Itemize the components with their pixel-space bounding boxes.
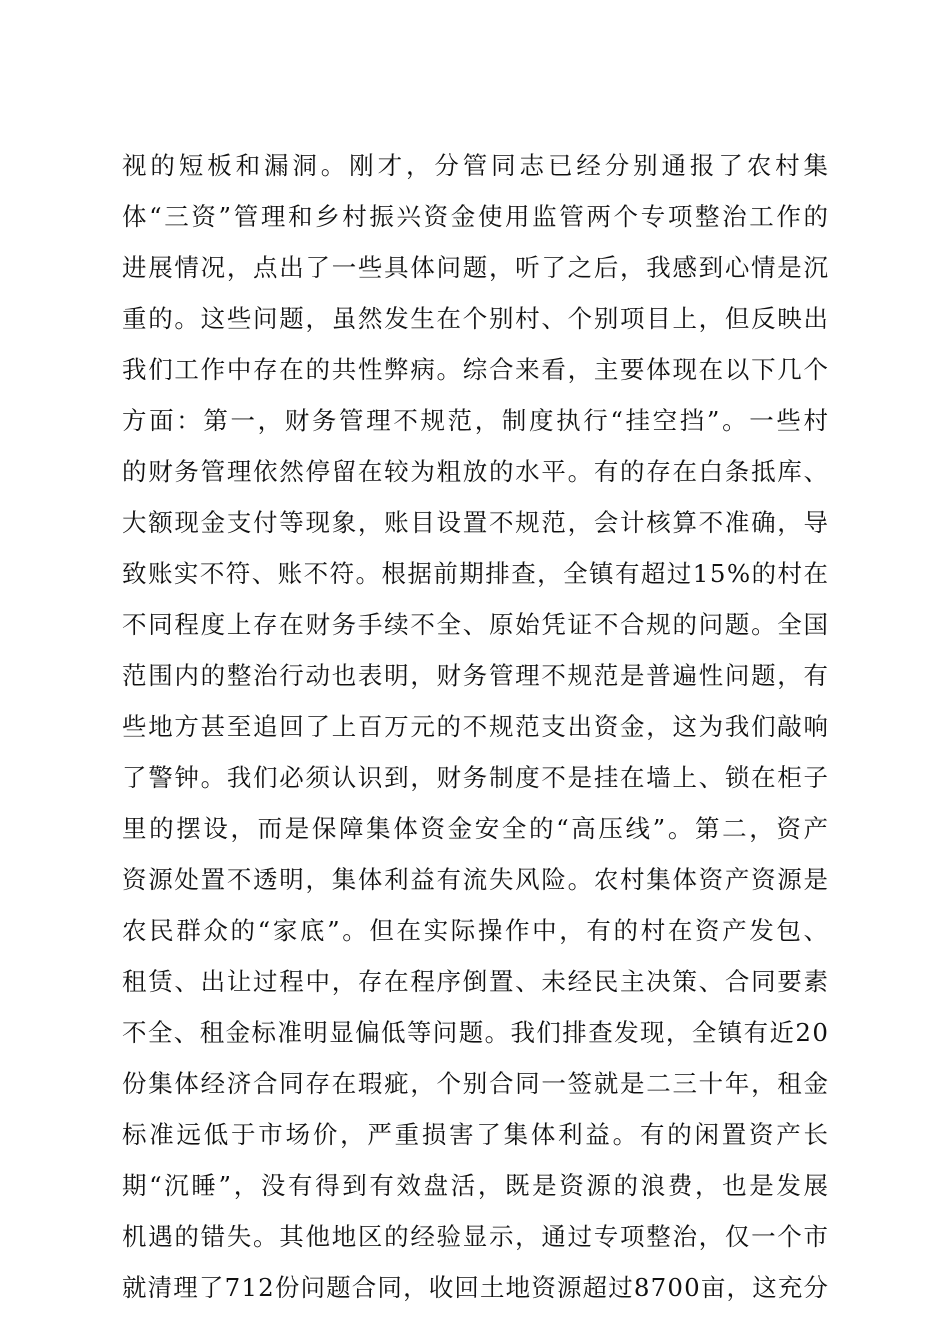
- text-line: 份集体经济合同存在瑕疵，个别合同一签就是二三十年，租金: [122, 1069, 830, 1098]
- text-line: 些地方甚至追回了上百万元的不规范支出资金，这为我们敲响: [122, 712, 830, 741]
- text-line: 的财务管理依然停留在较为粗放的水平。有的存在白条抵库、: [122, 457, 830, 486]
- text-line: 体“三资”管理和乡村振兴资金使用监管两个专项整治工作的: [122, 202, 831, 231]
- text-line: 了警钟。我们必须认识到，财务制度不是挂在墙上、锁在柜子: [122, 763, 830, 792]
- text-line: 期“沉睡”，没有得到有效盘活，既是资源的浪费，也是发展: [122, 1171, 831, 1200]
- text-line: 标准远低于市场价，严重损害了集体利益。有的闲置资产长: [122, 1120, 831, 1149]
- text-line: 方面：第一，财务管理不规范，制度执行“挂空挡”。一些村: [122, 406, 831, 435]
- text-line: 致账实不符、账不符。根据前期排查，全镇有超过15%的村在: [122, 559, 830, 588]
- text-line: 进展情况，点出了一些具体问题，听了之后，我感到心情是沉: [122, 253, 830, 282]
- text-line: 视的短板和漏洞。刚才，分管同志已经分别通报了农村集: [122, 151, 832, 180]
- text-line: 大额现金支付等现象，账目设置不规范，会计核算不准确，导: [122, 508, 830, 537]
- text-line: 里的摆设，而是保障集体资金安全的“高压线”。第二，资产: [122, 814, 831, 843]
- text-line: 资源处置不透明，集体利益有流失风险。农村集体资产资源是: [122, 865, 830, 894]
- text-line: 就清理了712份问题合同，收回土地资源超过8700亩，这充分: [122, 1273, 830, 1302]
- text-line: 农民群众的“家底”。但在实际操作中，有的村在资产发包、: [122, 916, 831, 945]
- text-line: 机遇的错失。其他地区的经验显示，通过专项整治，仅一个市: [122, 1222, 830, 1251]
- text-line: 不全、租金标准明显偏低等问题。我们排查发现，全镇有近20: [122, 1018, 830, 1047]
- text-line: 不同程度上存在财务手续不全、原始凭证不合规的问题。全国: [122, 610, 830, 639]
- text-line: 范围内的整治行动也表明，财务管理不规范是普遍性问题，有: [122, 661, 830, 690]
- text-line: 重的。这些问题，虽然发生在个别村、个别项目上，但反映出: [122, 304, 830, 333]
- text-line: 我们工作中存在的共性弊病。综合来看，主要体现在以下几个: [122, 355, 830, 384]
- text-line: 租赁、出让过程中，存在程序倒置、未经民主决策、合同要素: [122, 967, 830, 996]
- body-text: [122, 140, 832, 1313]
